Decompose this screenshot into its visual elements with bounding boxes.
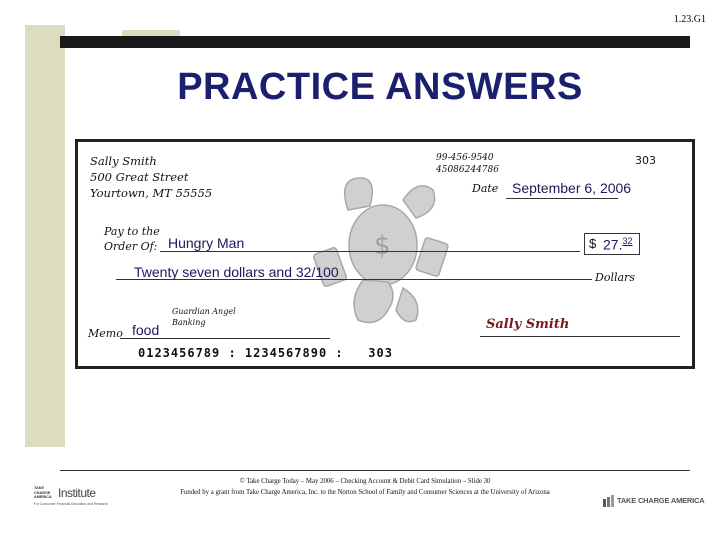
signature-field[interactable]: Sally Smith — [486, 317, 570, 332]
date-label: Date — [472, 182, 499, 195]
signature-line — [480, 336, 680, 337]
dollars-label: Dollars — [595, 271, 635, 284]
slide-number: 1.23.G1 — [673, 14, 706, 25]
flying-money-bag-icon — [308, 170, 458, 330]
written-amount-field[interactable]: Twenty seven dollars and 32/100 — [134, 264, 339, 280]
footer-copyright: © Take Charge Today – May 2006 – Checking Account & Debit Card Simulation – Slide 30 — [239, 478, 491, 485]
payee-field[interactable]: Hungry Man — [168, 235, 245, 251]
logo-word-3: AMERICA — [34, 495, 52, 499]
payee-line — [160, 251, 580, 252]
check — [75, 139, 695, 369]
payer-city: Yourtown, MT 55555 — [90, 186, 213, 200]
bank-name-line-1: Guardian Angel — [172, 307, 236, 316]
amount-box[interactable] — [584, 233, 640, 255]
pay-to-line-2: Order Of: — [104, 240, 158, 253]
take-charge-america-mark-icon — [603, 495, 615, 507]
footer — [130, 476, 600, 498]
pay-to-line-1: Pay to the — [104, 225, 160, 238]
amount-value — [603, 236, 632, 253]
institute-logo-text: Institute — [58, 486, 96, 500]
written-amount-line — [116, 279, 592, 280]
date-field[interactable]: September 6, 2006 — [512, 180, 632, 196]
payer-street: 500 Great Street — [90, 170, 189, 184]
micr-line: 0123456789 : 1234567890 : 303 — [138, 346, 393, 360]
institute-logo-mark — [34, 486, 52, 500]
take-charge-america-logo-text: TAKE CHARGE AMERICA — [617, 496, 705, 505]
pay-to-label — [104, 224, 160, 254]
institute-logo-subtext: For Consumer Financial Education and Research — [34, 502, 109, 506]
bank-name — [172, 306, 236, 328]
dollar-sign: $ — [589, 236, 597, 251]
footer-rule — [60, 470, 690, 471]
header-rule-accent — [122, 30, 180, 36]
take-charge-america-logo — [603, 493, 705, 511]
page-title: PRACTICE ANSWERS — [177, 66, 583, 108]
svg-text:$: $ — [374, 231, 391, 261]
institute-logo — [34, 486, 118, 510]
logo-word-1: TAKE — [34, 486, 45, 490]
header-rule — [60, 36, 690, 48]
logo-word-2: CHARGE — [34, 490, 51, 495]
footer-funding: Funded by a grant from Take Charge America, Inc. to the Norton School of Family and Consumer Sciences at the University of Arizona — [180, 489, 550, 496]
amount-dollars: 27. — [603, 236, 623, 253]
memo-field[interactable]: food — [132, 322, 160, 338]
memo-line — [120, 338, 330, 339]
bank-name-line-2: Banking — [172, 318, 206, 327]
account-number: 45086244786 — [436, 165, 499, 175]
payer-name: Sally Smith — [90, 154, 157, 168]
routing-info — [436, 152, 499, 176]
amount-cents: 32 — [622, 236, 633, 246]
payer-address — [90, 153, 212, 201]
date-line — [506, 198, 618, 199]
memo-label: Memo — [88, 327, 123, 340]
routing-number: 99-456-9540 — [436, 153, 494, 163]
check-number: 303 — [635, 154, 656, 167]
